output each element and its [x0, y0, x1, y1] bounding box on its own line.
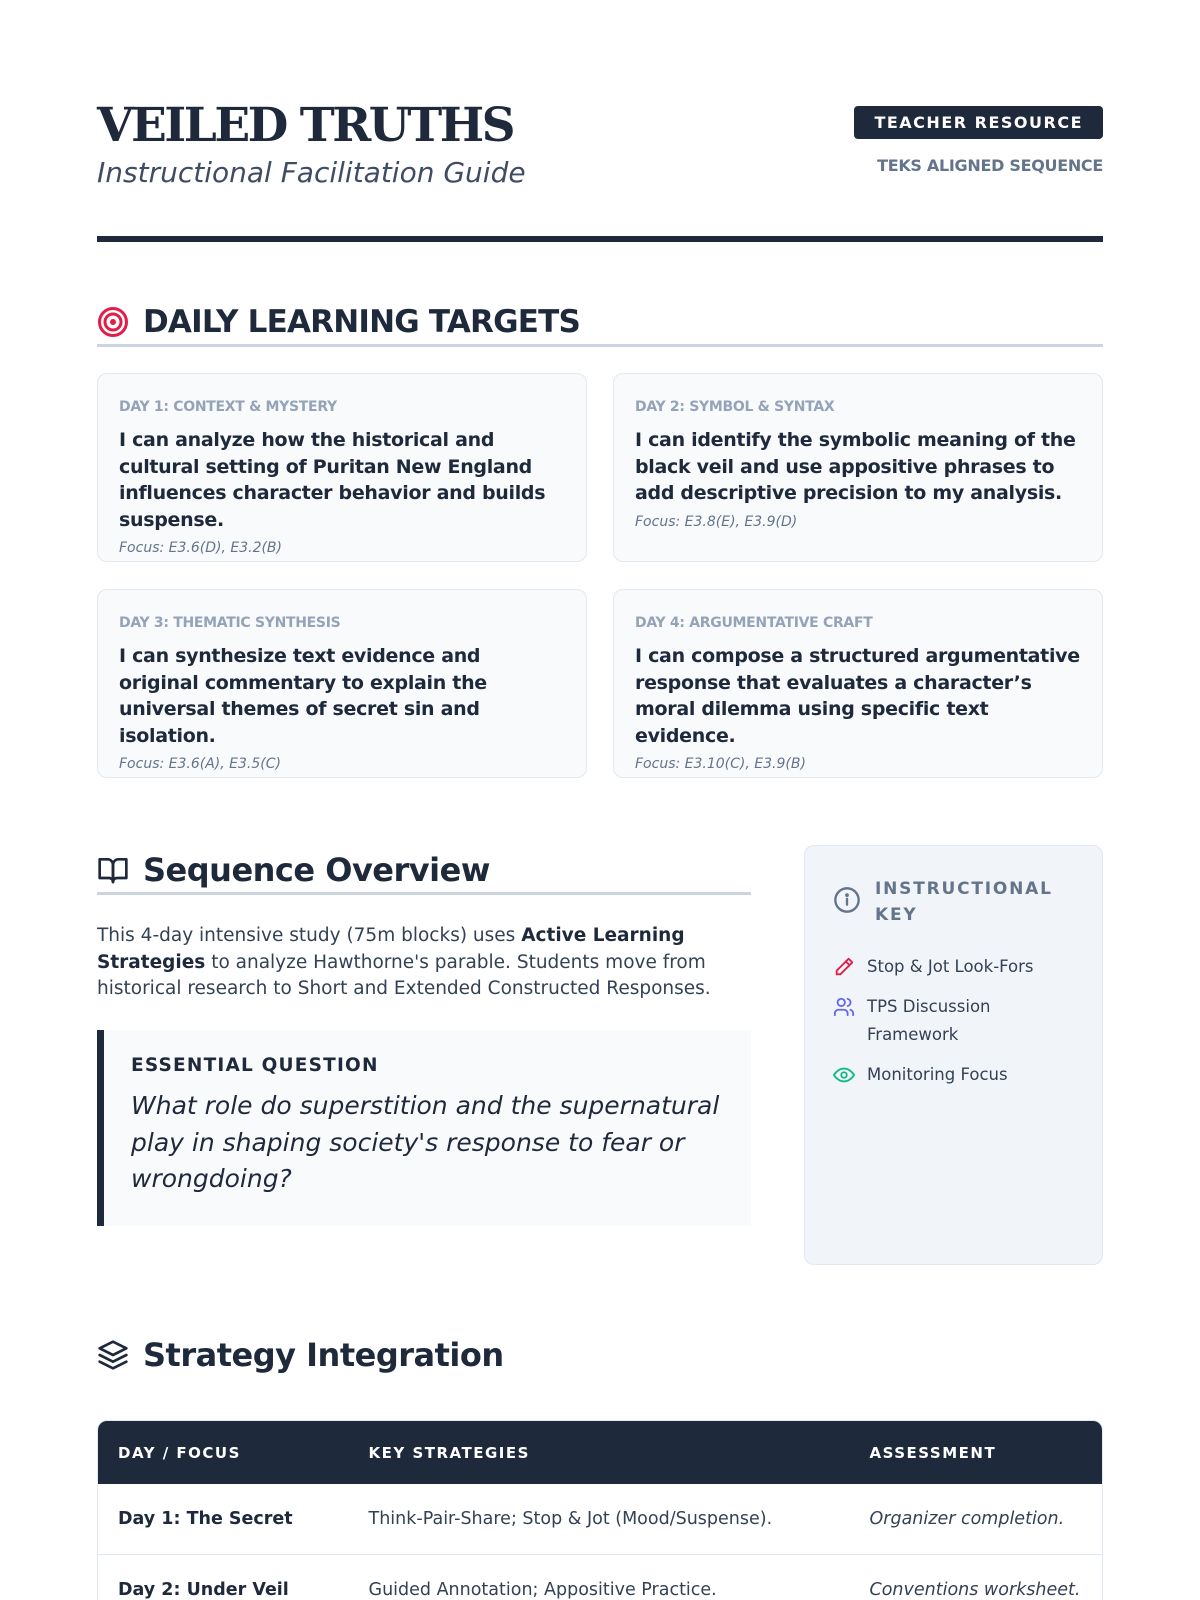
overview-text-end: to analyze Hawthorne's parable. Students move from historical research to Short and Extended Constructed Responses. [97, 951, 711, 999]
table-cell-strategies: Guided Annotation; Appositive Practice. [368, 1580, 717, 1600]
column-header-day-focus: DAY / FOCUS [118, 1443, 241, 1462]
target-card-day-4 [613, 589, 1103, 778]
table-cell-assessment: Conventions worksheet. [869, 1580, 1081, 1600]
table-header-row [98, 1421, 1102, 1484]
target-statement: I can identify the symbolic meaning of the black veil and use appositive phrases to add descriptive precision to my analysis. [635, 429, 1076, 504]
target-icon [97, 306, 129, 338]
target-focus: Focus: E3.6(A), E3.5(C) [119, 756, 281, 772]
header-divider [97, 236, 1103, 242]
teks-aligned-label: TEKS ALIGNED SEQUENCE [877, 156, 1103, 175]
essential-question-text: What role do superstition and the supernatural play in shaping society's response to fear or wrongdoing? [131, 1091, 720, 1193]
target-day-label: DAY 3: THEMATIC SYNTHESIS [119, 615, 341, 631]
key-item-label: Stop & Jot Look-Fors [867, 957, 1034, 976]
overview-text-emphasis: Active Learning Strategies [97, 925, 685, 973]
table-row [98, 1484, 1102, 1555]
instructional-key-panel [804, 845, 1103, 1265]
overview-paragraph [97, 923, 751, 1003]
layers-icon [97, 1339, 129, 1371]
target-day-label: DAY 4: ARGUMENTATIVE CRAFT [635, 615, 873, 631]
target-focus: Focus: E3.6(D), E3.2(B) [119, 540, 283, 556]
table-cell-day: Day 2: Under Veil [118, 1580, 289, 1600]
sequence-overview-title: Sequence Overview [143, 851, 490, 889]
target-card-day-1 [97, 373, 587, 562]
target-day-label: DAY 2: SYMBOL & SYNTAX [635, 399, 835, 415]
strategy-table [97, 1420, 1103, 1600]
pencil-icon [833, 956, 855, 978]
key-item-label: Monitoring Focus [867, 1065, 1008, 1084]
key-item-label: TPS Discussion Framework [867, 997, 991, 1044]
target-focus: Focus: E3.8(E), E3.9(D) [635, 513, 798, 530]
learning-targets-title: DAILY LEARNING TARGETS [143, 303, 580, 340]
key-item-stop-jot [833, 953, 1076, 981]
instructional-key-title: INSTRUCTIONAL KEY [875, 879, 1053, 925]
essential-question-label: ESSENTIAL QUESTION [131, 1055, 379, 1076]
strategy-integration-title: Strategy Integration [143, 1336, 504, 1374]
table-cell-strategies: Think-Pair-Share; Stop & Jot (Mood/Suspense). [368, 1509, 773, 1529]
essential-question-box [97, 1030, 751, 1226]
eye-icon [833, 1064, 855, 1086]
instructional-key-heading [833, 876, 1076, 928]
target-day-label: DAY 1: CONTEXT & MYSTERY [119, 399, 337, 415]
users-icon [833, 996, 855, 1018]
target-card-day-2 [613, 373, 1103, 562]
target-focus: Focus: E3.10(C), E3.9(B) [635, 756, 806, 772]
learning-targets-heading [97, 299, 1103, 347]
info-icon [833, 886, 861, 914]
target-statement: I can analyze how the historical and cultural setting of Puritan New England influences character behavior and builds suspense. [119, 429, 546, 531]
target-statement: I can compose a structured argumentative response that evaluates a character’s moral dilemma using specific text evidence. [635, 645, 1080, 747]
overview-text-start: This 4-day intensive study (75m blocks) uses [97, 925, 522, 946]
key-item-monitoring [833, 1061, 1076, 1089]
table-row [98, 1555, 1102, 1600]
target-statement: I can synthesize text evidence and original commentary to explain the universal themes of secret sin and isolation. [119, 645, 487, 747]
book-open-icon [97, 854, 129, 886]
document-title: VEILED TRUTHS [97, 98, 514, 153]
document-header [97, 98, 1103, 243]
table-cell-assessment: Organizer completion. [869, 1509, 1065, 1529]
strategy-integration-heading [97, 1336, 504, 1374]
teacher-resource-badge: TEACHER RESOURCE [854, 106, 1103, 139]
sequence-overview-heading [97, 848, 751, 895]
document-subtitle: Instructional Facilitation Guide [97, 156, 526, 189]
target-card-day-3 [97, 589, 587, 778]
column-header-assessment: ASSESSMENT [869, 1443, 997, 1462]
table-cell-day: Day 1: The Secret [118, 1509, 293, 1529]
column-header-key-strategies: KEY STRATEGIES [368, 1443, 530, 1462]
key-item-tps [833, 993, 1076, 1049]
